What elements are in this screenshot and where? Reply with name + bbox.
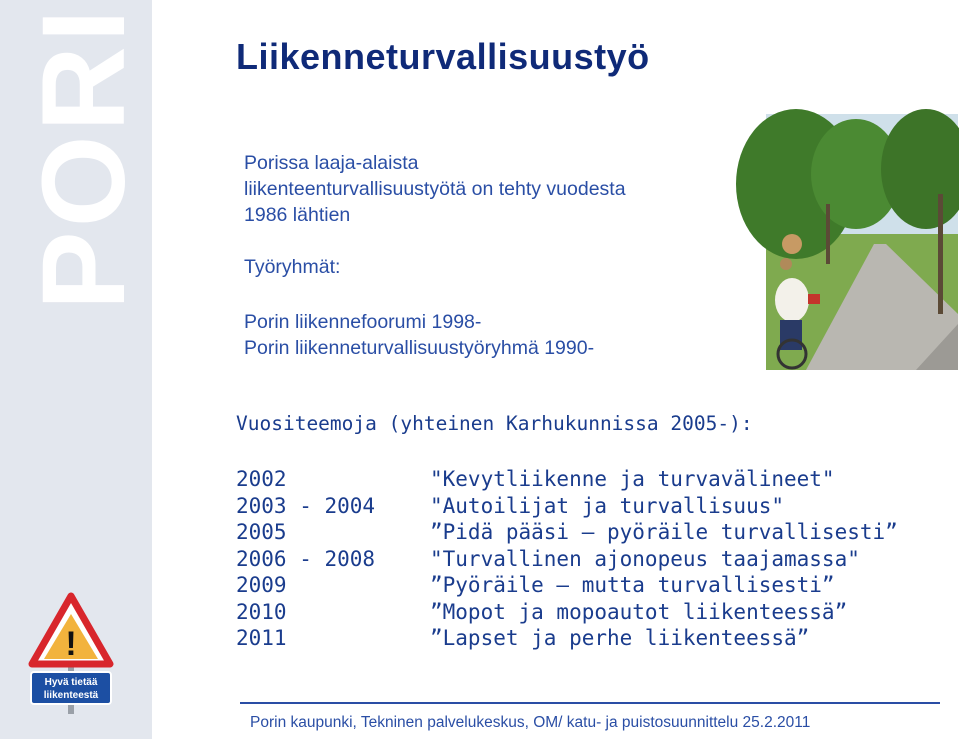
theme-year: 2010 (236, 599, 287, 624)
theme-row (236, 625, 898, 652)
theme-text: ”Pyöräile – mutta turvallisesti” (430, 573, 835, 597)
themes-heading: Vuositeemoja (yhteinen Karhukunnissa 2005-): (236, 412, 753, 435)
sign-line-2: liikenteestä (43, 690, 99, 701)
workgroups-heading: Työryhmät: (244, 256, 341, 278)
theme-row (236, 599, 898, 626)
sign-line-1: Hyvä tietää (44, 677, 98, 688)
workgroup-item: Porin liikennefoorumi 1998- (244, 311, 482, 333)
footer-divider (240, 702, 940, 704)
workgroups-list (244, 309, 594, 361)
theme-year: 2009 (236, 573, 287, 597)
themes-table (236, 466, 898, 652)
theme-row (236, 493, 898, 520)
theme-row (236, 546, 898, 573)
theme-text: ”Mopot ja mopoautot liikenteessä” (430, 599, 848, 624)
svg-text:!: ! (65, 625, 77, 663)
theme-year: 2005 (236, 520, 287, 544)
theme-row (236, 572, 898, 599)
theme-row (236, 466, 898, 493)
theme-year: 2011 (236, 626, 287, 650)
theme-year: 2006 - 2008 (236, 546, 376, 571)
cyclist-photo (766, 114, 958, 370)
warning-sign-icon (28, 592, 114, 714)
theme-text: ”Lapset ja perhe liikenteessä” (430, 626, 810, 650)
intro-line: 1986 lähtien (244, 204, 351, 226)
theme-text: "Kevytliikenne ja turvavälineet" (430, 467, 835, 491)
pori-logo (18, 5, 150, 312)
theme-year: 2002 (236, 467, 287, 491)
pori-logo-text: PORI (18, 5, 150, 310)
page-title: Liikenneturvallisuustyö (236, 36, 650, 77)
workgroup-item: Porin liikenneturvallisuustyöryhmä 1990- (244, 337, 595, 359)
intro-line: Porissa laaja-alaista (244, 152, 419, 174)
theme-text: "Autoilijat ja turvallisuus" (430, 493, 785, 518)
footer-text: Porin kaupunki, Tekninen palvelukeskus, OM/ katu- ja puistosuunnittelu 25.2.2011 (250, 714, 811, 731)
theme-row (236, 519, 898, 546)
intro-text (244, 150, 764, 228)
theme-year: 2003 - 2004 (236, 493, 376, 518)
theme-text: ”Pidä pääsi – pyöräile turvallisesti” (430, 520, 898, 544)
sidebar (0, 0, 152, 739)
theme-text: "Turvallinen ajonopeus taajamassa" (430, 546, 860, 571)
intro-line: liikenteenturvallisuustyötä on tehty vuodesta (244, 178, 626, 200)
